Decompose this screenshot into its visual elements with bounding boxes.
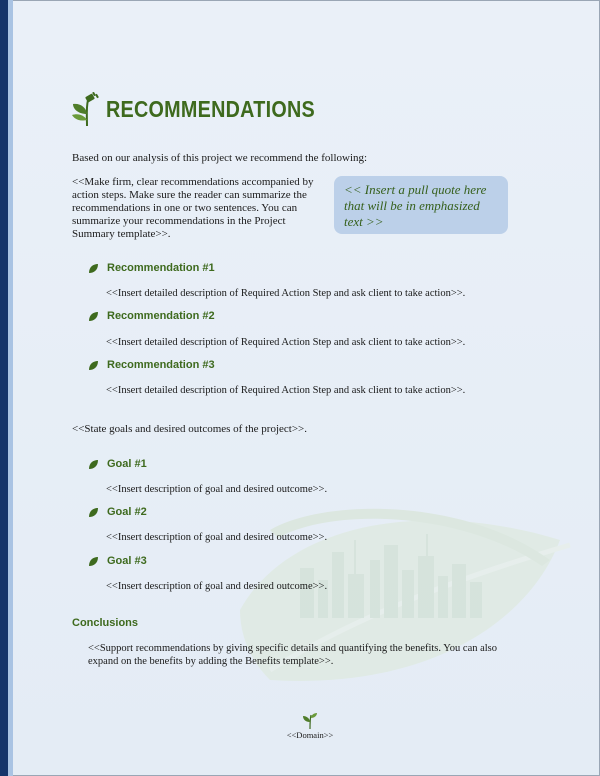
sidebar-dark-stripe (0, 0, 8, 776)
footer-domain: <<Domain>> (286, 730, 334, 740)
goal-description: <<Insert description of goal and desired outcome>>. (106, 532, 328, 543)
conclusions-heading: Conclusions (72, 617, 139, 629)
page-title: RECOMMENDATIONS (106, 95, 315, 122)
recommendation-label: Recommendation #3 (107, 359, 215, 371)
leaf-icon (88, 263, 99, 274)
leaf-icon (88, 556, 99, 567)
leaf-icon (88, 507, 99, 518)
goal-label: Goal #1 (107, 458, 147, 470)
goal-description: <<Insert description of goal and desired outcome>>. (106, 484, 328, 495)
recommendation-heading (88, 310, 215, 322)
recommendation-heading (88, 359, 215, 371)
lead-paragraph: <<Make firm, clear recommendations accompanied by action steps. Make sure the reader can summarize the recommendations in one or two sentences. You can summarize your recommendations in the Project Summary template>>. (72, 176, 314, 240)
goals-intro-text: <<State goals and desired outcomes of the project>>. (72, 423, 307, 435)
intro-text: Based on our analysis of this project we recommend the following: (72, 152, 368, 164)
recommendation-description: <<Insert detailed description of Required Action Step and ask client to take action>>. (106, 385, 466, 396)
recommendation-description: <<Insert detailed description of Required Action Step and ask client to take action>>. (106, 337, 466, 348)
page-header (72, 92, 349, 126)
goal-heading (88, 458, 147, 470)
recommendation-label: Recommendation #2 (107, 310, 215, 322)
goal-label: Goal #2 (107, 506, 147, 518)
sprout-plug-icon (72, 92, 102, 126)
goal-label: Goal #3 (107, 555, 147, 567)
leaf-icon (88, 360, 99, 371)
leaf-icon (88, 459, 99, 470)
conclusions-text: <<Support recommendations by giving specific details and quantifying the benefits. You can also expand on the benefits by adding the Benefits template>>. (88, 643, 498, 667)
pull-quote: << Insert a pull quote here that will be in emphasized text >> (334, 176, 508, 234)
sprout-icon (302, 711, 318, 729)
recommendation-description: <<Insert detailed description of Required Action Step and ask client to take action>>. (106, 288, 466, 299)
recommendation-heading (88, 262, 215, 274)
goal-heading (88, 506, 147, 518)
goal-heading (88, 555, 147, 567)
sidebar-light-stripe (8, 0, 13, 776)
eco-city-leaf-icon (230, 500, 590, 700)
goal-description: <<Insert description of goal and desired outcome>>. (106, 581, 328, 592)
leaf-icon (88, 311, 99, 322)
recommendation-label: Recommendation #1 (107, 262, 215, 274)
